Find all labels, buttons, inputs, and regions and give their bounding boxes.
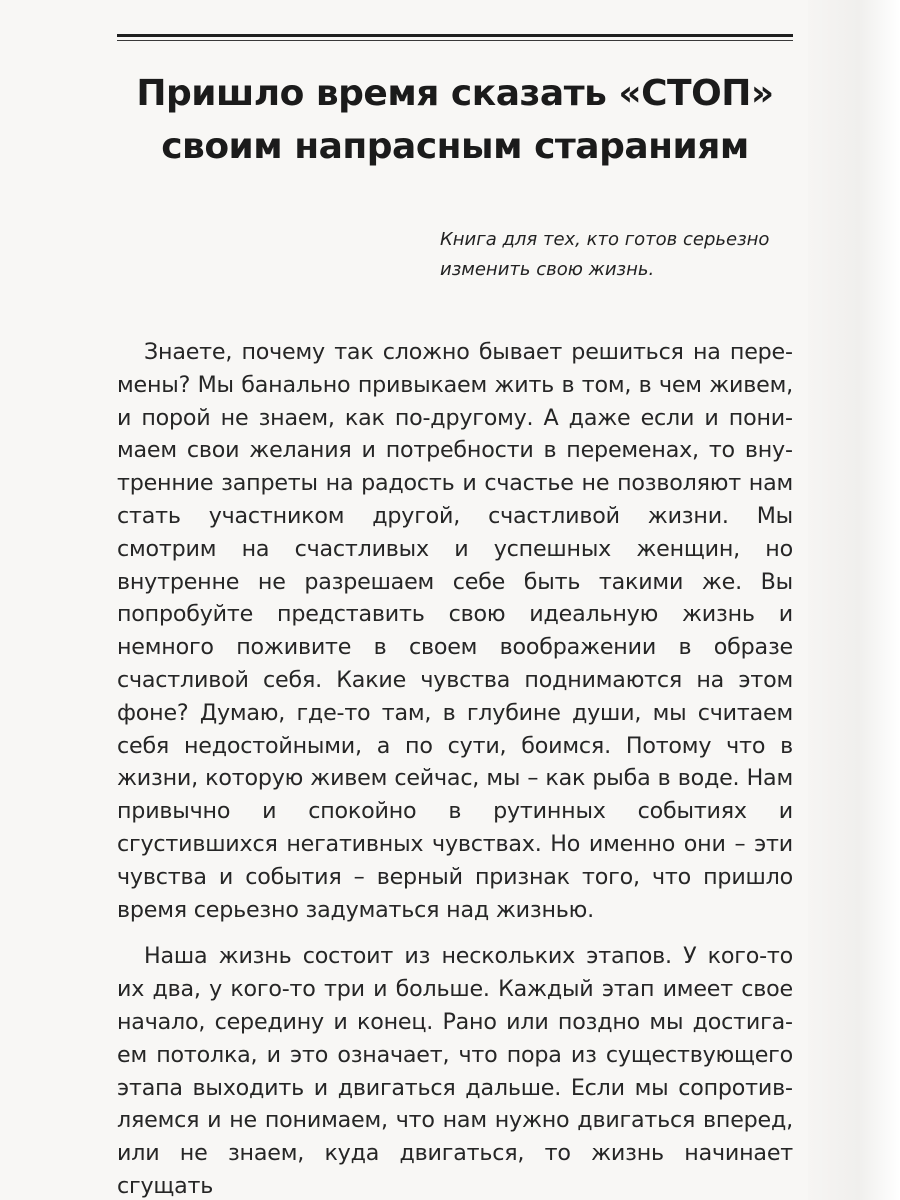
epigraph-line-1: Книга для тех, кто готов серьезно bbox=[440, 229, 770, 250]
chapter-title bbox=[117, 67, 793, 173]
body-text bbox=[117, 336, 793, 1200]
header-rule-thick bbox=[117, 34, 793, 37]
body-paragraph-2: Наша жизнь состоит из нескольких этапов. У кого-то их два, у кого-то три и больше. Каждый этап имеет свое начало, середину и конец. Рано или поздно мы достигаем потолка, и это означает, что пора из существующего этапа выходить и двигаться дальше. Если мы сопротивляемся и не понимаем, что нам нужно двигаться вперед, или не знаем, куда двигаться, то жизнь начинает сгущать bbox=[117, 943, 793, 1199]
body-paragraph-1: Знаете, почему так сложно бывает решиться на перемены? Мы банально привыкаем жить в том, в чем живем, и порой не знаем, как по-другому. А даже если и понимаем свои желания и потребности в переменах, то внутренние запреты на радость и счастье не позволяют нам стать участником другой, счастливой жизни. Мы смотрим на счастливых и успешных женщин, но внутренне не разрешаем себе быть такими же. Вы попробуйте представить свою идеальную жизнь и немного поживите в своем воображении в образе счастливой себя. Какие чувства поднимаются на этом фоне? Думаю, где-то там, в глубине души, мы считаем себя недостойными, а по сути, боимся. Потому что в жизни, которую живем сейчас, мы – как рыба в воде. Нам привычно и спокойно в рутинных событиях и сгустившихся негативных чувствах. Но именно они – эти чувства и события – верный признак того, что пришло время серьезно задуматься над жизнью. bbox=[117, 339, 793, 923]
chapter-epigraph bbox=[440, 225, 800, 285]
header-rule-thin bbox=[117, 40, 793, 41]
chapter-title-line-2: своим напрасным стараниям bbox=[161, 126, 749, 167]
epigraph-line-2: изменить свою жизнь. bbox=[440, 259, 655, 280]
chapter-title-line-1: Пришло время сказать «СТОП» bbox=[136, 73, 774, 114]
page-edge bbox=[808, 0, 900, 1200]
